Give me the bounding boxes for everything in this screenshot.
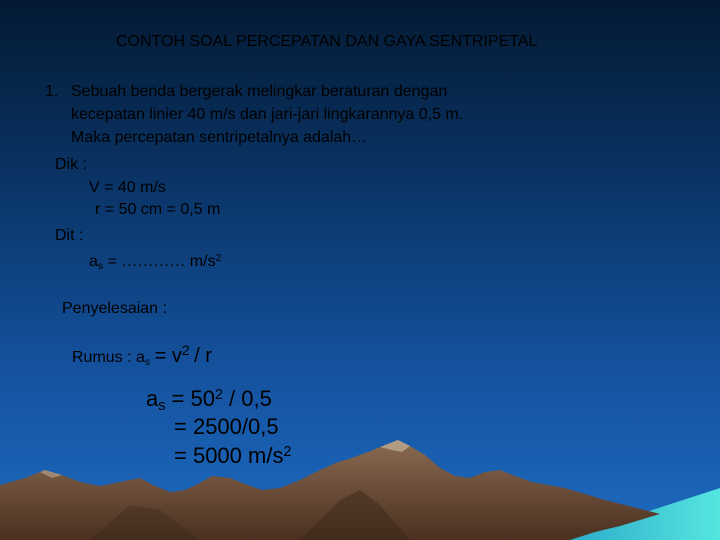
step-line-2: = 2500/0,5 [174,414,279,439]
problem-line: Maka percepatan sentripetalnya adalah… [71,129,368,146]
solution-label: Penyelesaian : [62,300,167,317]
dit-lhs: a [89,253,98,270]
dit-rhs-superscript: 2 [215,252,222,264]
problem-line: kecepatan linier 40 m/s dan jari-jari lingkarannya 0,5 m. [71,106,464,123]
rumus-tail: / r [194,345,212,367]
step1-superscript: 2 [214,386,223,403]
step-line-3 [174,445,291,467]
rumus-label: Rumus : a [72,349,145,366]
step1-subscript: s [158,398,166,415]
rumus-subscript: s [144,357,151,369]
slide-title: CONTOH SOAL PERCEPATAN DAN GAYA SENTRIPETAL [116,33,538,50]
step1-tail: / 0,5 [229,386,272,411]
step-line-1 [146,386,272,415]
problem-line: Sebuah benda bergerak melingkar beraturan dengan [71,83,448,100]
dik-radius: r = 50 cm = 0,5 m [95,201,221,218]
rumus-superscript: 2 [181,342,190,358]
dik-velocity: V = 40 m/s [89,179,166,196]
step3-superscript: 2 [283,443,292,460]
problem-number: 1. [45,83,59,100]
step1-a: a [146,386,159,411]
step3-text: = 5000 m/s [174,443,284,468]
dit-rhs: = ………… m/s [107,253,216,270]
dik-label: Dik : [55,156,87,173]
rumus-equation [72,342,212,369]
dit-equation [89,252,222,273]
rumus-eq: = v [154,345,182,367]
dit-label: Dit : [55,227,84,244]
step1-mid: = 50 [171,386,215,411]
dit-lhs-subscript: s [97,261,104,273]
